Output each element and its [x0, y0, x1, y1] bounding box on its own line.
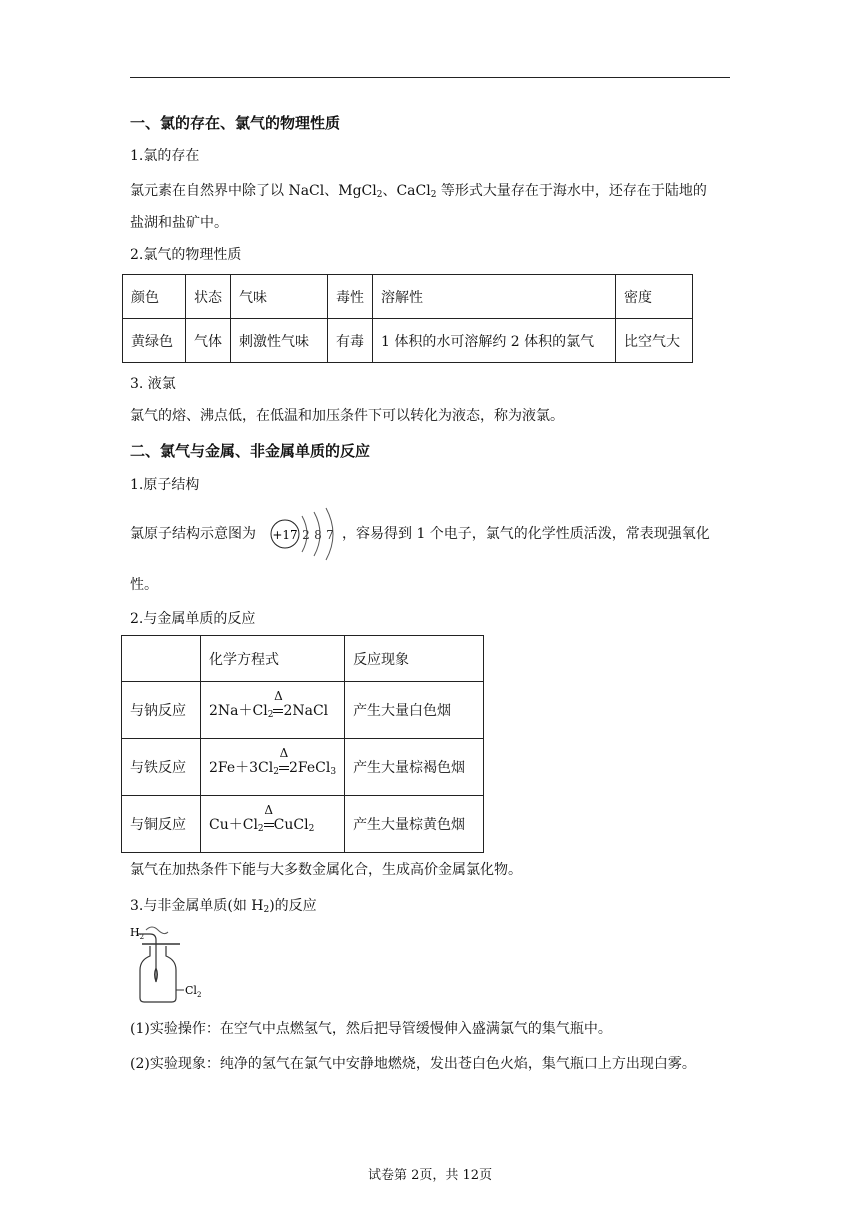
apparatus-label-h2: $H_2$: [130, 926, 145, 941]
shell-electron-count: 2: [302, 528, 310, 542]
table-cell: 颜色: [123, 275, 186, 319]
table-cell: 产生大量棕黄色烟: [345, 796, 484, 853]
nucleus-charge: +17: [272, 528, 298, 542]
physical-properties-table: [122, 274, 693, 363]
table-cell: 产生大量白色烟: [345, 682, 484, 739]
table-header-row: [123, 275, 693, 319]
metal-reaction-table: [121, 635, 484, 853]
experiment-step-2: (2)实验现象：纯净的氢气在氯气中安静地燃烧，发出苍白色火焰，集气瓶口上方出现白雾。: [130, 1056, 696, 1072]
section2-subheading-1: 1.原子结构: [130, 477, 200, 493]
paragraph-metal-chlorides: 氯气在加热条件下能与大多数金属化合，生成高价金属氯化物。: [130, 862, 522, 878]
section2-subheading-2: 2.与金属单质的反应: [130, 611, 256, 627]
section1-subheading-1: 1.氯的存在: [130, 148, 200, 164]
table-cell: 反应现象: [345, 636, 484, 682]
paragraph-liquid-chlorine: 氯气的熔、沸点低，在低温和加压条件下可以转化为液态，称为液氯。: [130, 408, 564, 424]
page-footer: 试卷第 2页，共 12页: [368, 1168, 493, 1183]
table-row: [122, 682, 484, 739]
table-cell: 产生大量棕褐色烟: [345, 739, 484, 796]
table-cell: 刺激性气味: [231, 319, 328, 363]
atom-structure-prefix: 氯原子结构示意图为: [130, 526, 256, 542]
chlorine-atom-diagram: [268, 504, 340, 564]
atom-structure-line2: 性。: [130, 577, 158, 593]
paragraph-chlorine-existence-line2: 盐湖和盐矿中。: [130, 215, 228, 231]
apparatus-label-cl2: $Cl_2$: [185, 984, 202, 999]
equation-cell: $2Na+Cl_2$ Δ 2NaCl: [201, 682, 345, 739]
heat-equals-sign: Δ: [264, 803, 273, 817]
table-cell: 气体: [186, 319, 231, 363]
shell-electron-count: 7: [326, 528, 334, 542]
experiment-step-1: (1)实验操作：在空气中点燃氢气，然后把导管缓慢伸入盛满氯气的集气瓶中。: [130, 1021, 612, 1037]
gas-jar-apparatus-diagram: [128, 922, 208, 1006]
table-cell: 密度: [616, 275, 693, 319]
table-row: [122, 739, 484, 796]
table-cell: 溶解性: [373, 275, 616, 319]
section1-subheading-3: 3. 液氯: [130, 376, 176, 392]
table-cell: 气味: [231, 275, 328, 319]
table-cell: 状态: [186, 275, 231, 319]
table-cell: 与钠反应: [122, 682, 201, 739]
section2-subheading-3: 3.与非金属单质(如 $H_2$)的反应: [130, 898, 317, 915]
atom-structure-suffix: ，容易得到 1 个电子，氯气的化学性质活泼，常表现强氧化: [342, 526, 710, 542]
gas-jar: [140, 946, 176, 1002]
table-cell: 比空气大: [616, 319, 693, 363]
section1-subheading-2: 2.氯气的物理性质: [130, 247, 242, 263]
section2-heading: 二、氯气与金属、非金属单质的反应: [130, 442, 371, 460]
table-cell: 黄绿色: [123, 319, 186, 363]
table-row: [122, 796, 484, 853]
shell-electron-count: 8: [314, 528, 322, 542]
table-header-row: [122, 636, 484, 682]
heat-equals-sign: Δ: [279, 746, 289, 760]
table-row: [123, 319, 693, 363]
header-rule: [130, 77, 730, 78]
table-cell: 与铁反应: [122, 739, 201, 796]
paragraph-chlorine-existence-line1: 氯元素在自然界中除了以 NaCl、MgCl$_2$、CaCl$_2$ 等形式大量存在于海水中，还存在于陆地的: [130, 183, 707, 200]
table-cell: 有毒: [328, 319, 373, 363]
equation-cell: $Cu+Cl_2$ Δ CuCl$_2$: [201, 796, 345, 853]
table-cell: [122, 636, 201, 682]
equation-cell: $2Fe+3Cl_2$ Δ 2FeCl$_3$: [201, 739, 345, 796]
section1-heading: 一、氯的存在、氯气的物理性质: [130, 114, 341, 132]
heat-equals-sign: Δ: [274, 689, 283, 703]
table-cell: 与铜反应: [122, 796, 201, 853]
table-cell: 毒性: [328, 275, 373, 319]
table-cell: 化学方程式: [201, 636, 345, 682]
tube-coil: [146, 927, 168, 934]
table-cell: 1 体积的水可溶解约 2 体积的氯气: [373, 319, 616, 363]
